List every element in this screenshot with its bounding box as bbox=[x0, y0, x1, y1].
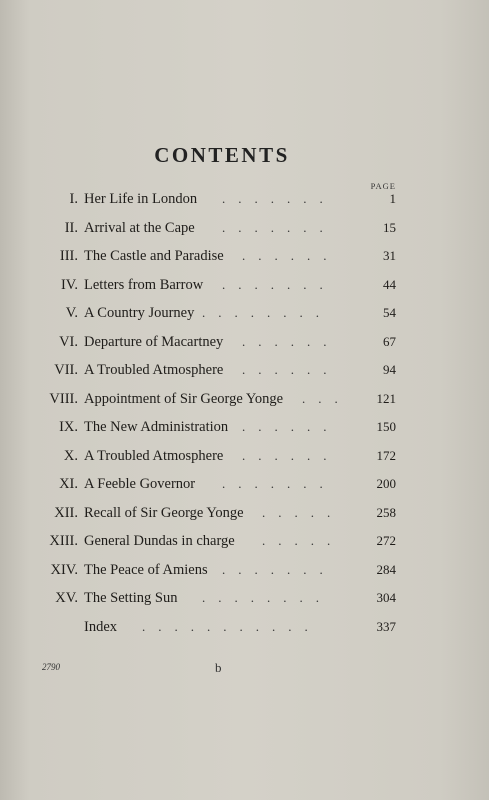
dot-leader: ... bbox=[302, 390, 351, 406]
chapter-number: VII. bbox=[54, 362, 78, 378]
chapter-number: IV. bbox=[60, 276, 78, 293]
chapter-title: The Castle and Paradise bbox=[84, 248, 224, 264]
chapter-number: VIII. bbox=[49, 390, 78, 407]
page-number: 67 bbox=[383, 333, 396, 349]
dot-leader: ........ bbox=[202, 590, 332, 605]
chapter-title: Index bbox=[84, 618, 118, 635]
toc-entry bbox=[0, 216, 489, 240]
chapter-title: The Setting Sun bbox=[84, 590, 178, 606]
dot-leader: ....... bbox=[222, 276, 336, 292]
chapter-title: The Peace of Amiens bbox=[84, 561, 208, 578]
page-title: CONTENTS bbox=[154, 143, 290, 167]
gathering-mark: b bbox=[215, 660, 222, 675]
page-number: 150 bbox=[376, 419, 396, 434]
dot-leader: ...... bbox=[242, 447, 340, 463]
dot-leader: ....... bbox=[222, 476, 336, 491]
page-number: 94 bbox=[383, 362, 396, 377]
page-number: 54 bbox=[383, 305, 396, 320]
toc-entry bbox=[0, 387, 489, 411]
page-number: 284 bbox=[376, 561, 396, 577]
toc-entry bbox=[0, 615, 489, 639]
chapter-number: VI. bbox=[59, 333, 78, 350]
page-number: 258 bbox=[376, 504, 396, 520]
toc-entry bbox=[0, 187, 489, 211]
chapter-number: XI. bbox=[59, 476, 78, 492]
page-number: 272 bbox=[376, 533, 396, 548]
dot-leader: ..... bbox=[262, 504, 344, 520]
chapter-number: XII. bbox=[54, 504, 78, 521]
toc-entry bbox=[0, 472, 489, 496]
dot-leader: ...... bbox=[242, 248, 340, 263]
chapter-number: III. bbox=[59, 248, 78, 264]
chapter-number: XIII. bbox=[49, 533, 78, 549]
toc-entry bbox=[0, 529, 489, 553]
chapter-title: A Troubled Atmosphere bbox=[84, 362, 224, 378]
chapter-title: Recall of Sir George Yonge bbox=[84, 504, 244, 521]
chapter-number: XIV. bbox=[50, 561, 78, 578]
chapter-number: V. bbox=[65, 305, 78, 321]
chapter-title: Letters from Barrow bbox=[84, 276, 204, 293]
dot-leader: ....... bbox=[222, 561, 336, 577]
toc-entry bbox=[0, 586, 489, 610]
chapter-number: I. bbox=[69, 191, 78, 207]
page-number: 200 bbox=[376, 476, 396, 491]
chapter-number: II. bbox=[64, 219, 78, 236]
page-number: 1 bbox=[389, 191, 396, 206]
chapter-number: IX. bbox=[59, 419, 78, 435]
page-number: 337 bbox=[376, 618, 396, 634]
chapter-title: Her Life in London bbox=[84, 191, 198, 207]
toc-entry bbox=[0, 301, 489, 325]
page-number: 31 bbox=[383, 248, 396, 263]
toc-entry bbox=[0, 273, 489, 297]
chapter-number: XV. bbox=[55, 590, 78, 606]
dot-leader: ...... bbox=[242, 362, 340, 377]
chapter-title: The New Administration bbox=[84, 419, 229, 435]
dot-leader: ....... bbox=[222, 191, 336, 206]
signature-mark: 2790 bbox=[42, 662, 60, 672]
page-number: 44 bbox=[383, 276, 396, 292]
dot-leader: ...... bbox=[242, 333, 340, 349]
toc-entry bbox=[0, 330, 489, 354]
page-number: 304 bbox=[376, 590, 396, 605]
chapter-title: General Dundas in charge bbox=[84, 533, 235, 549]
chapter-title: A Feeble Governor bbox=[84, 476, 196, 492]
page-number: 15 bbox=[383, 219, 396, 235]
chapter-title: Departure of Macartney bbox=[84, 333, 224, 350]
toc-entry bbox=[0, 444, 489, 468]
toc-entry bbox=[0, 558, 489, 582]
page-number: 172 bbox=[376, 447, 396, 463]
chapter-title: Appointment of Sir George Yonge bbox=[84, 390, 284, 407]
toc-entry bbox=[0, 501, 489, 525]
chapter-number: X. bbox=[63, 447, 78, 464]
chapter-title: A Country Journey bbox=[84, 305, 195, 321]
dot-leader: ....... bbox=[222, 219, 336, 235]
page-number: 121 bbox=[376, 390, 396, 406]
dot-leader: ...... bbox=[242, 419, 340, 434]
toc-entry bbox=[0, 415, 489, 439]
dot-leader: ........... bbox=[142, 618, 321, 634]
toc-entry bbox=[0, 244, 489, 268]
toc-entry bbox=[0, 358, 489, 382]
dot-leader: ........ bbox=[202, 305, 332, 320]
chapter-title: A Troubled Atmosphere bbox=[84, 447, 224, 464]
chapter-title: Arrival at the Cape bbox=[84, 219, 195, 236]
page-column-header: PAGE bbox=[370, 181, 396, 191]
dot-leader: ..... bbox=[262, 533, 344, 548]
